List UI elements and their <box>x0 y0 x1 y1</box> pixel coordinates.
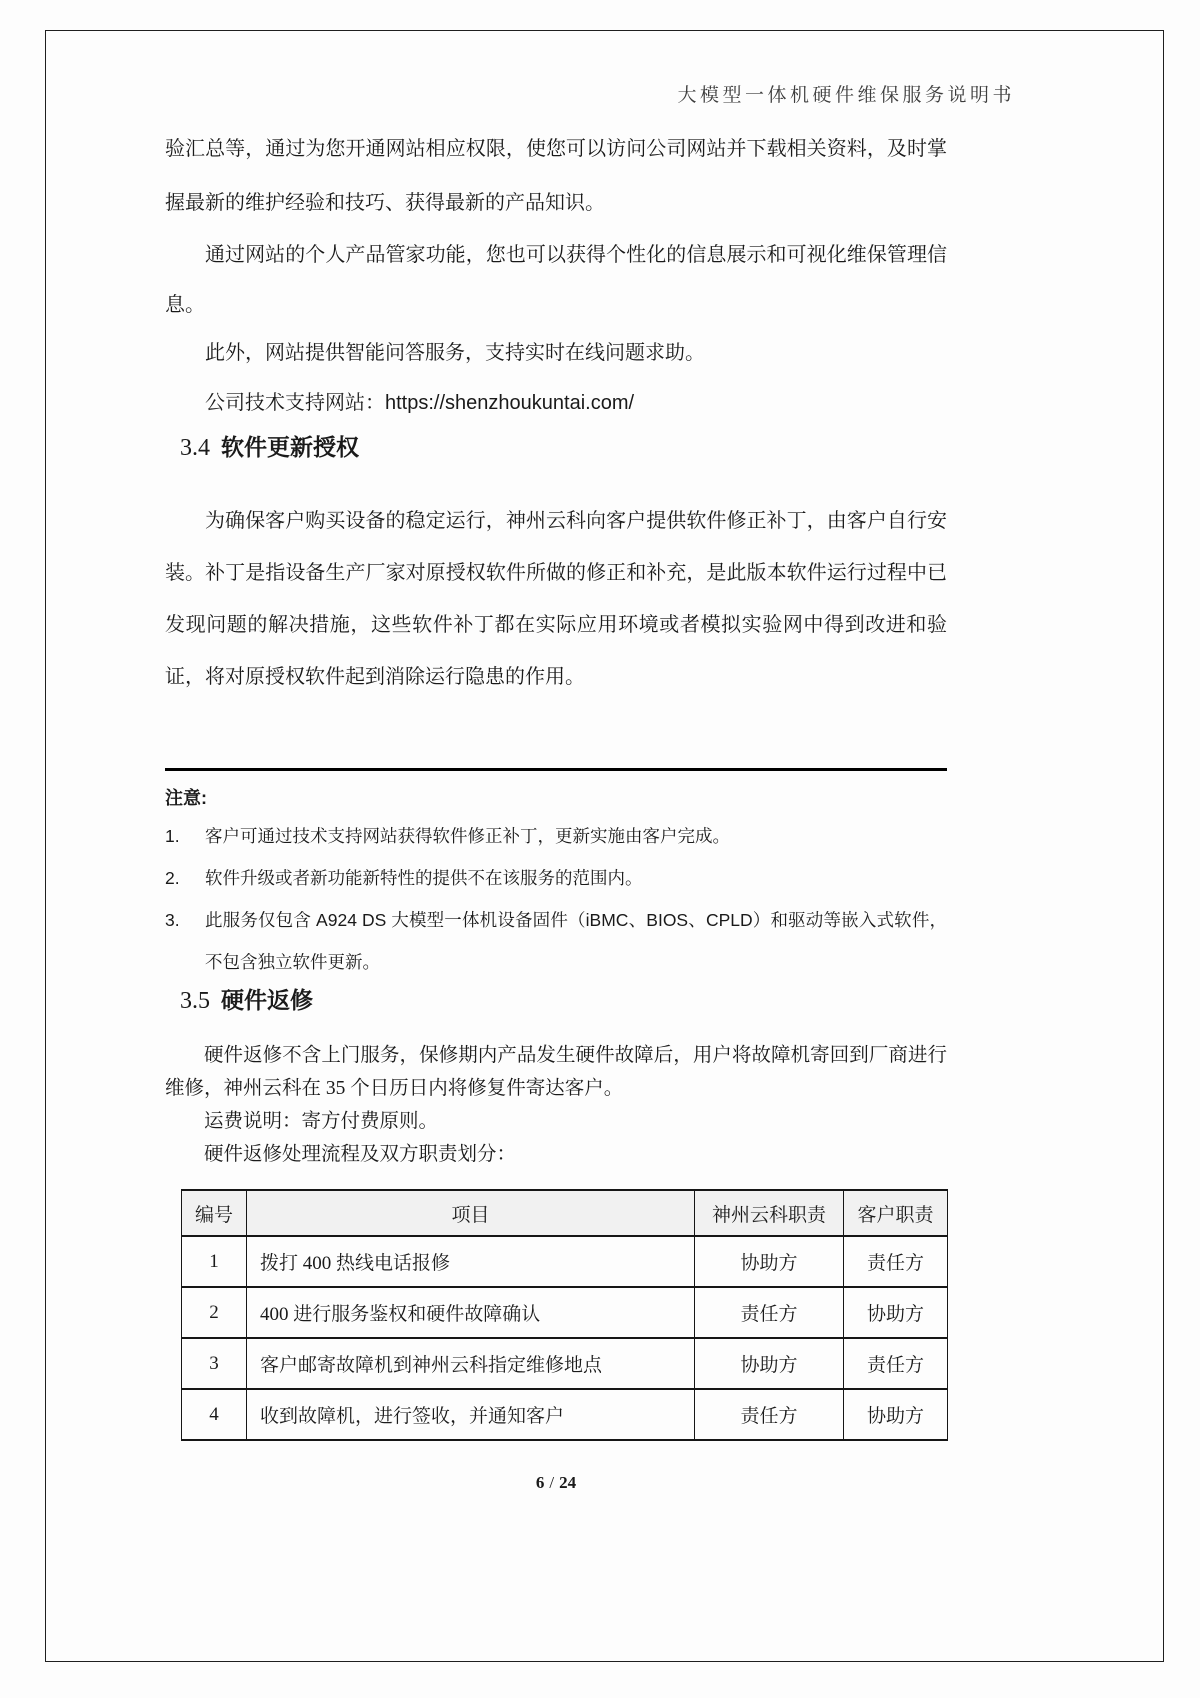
table-row <box>182 1389 948 1440</box>
note-text: 此服务仅包含 A924 DS 大模型一体机设备固件（iBMC、BIOS、CPLD）和驱动等嵌入式软件，不包含独立软件更新。 <box>205 910 947 972</box>
column-header-id: 编号 <box>182 1190 247 1236</box>
para-qa-service: 此外，网站提供智能问答服务，支持实时在线问题求助。 <box>205 342 705 364</box>
section-3-4-heading <box>165 430 947 465</box>
note-divider <box>165 768 947 771</box>
para-product-manager: 通过网站的个人产品管家功能，您也可以获得个性化的信息展示和可视化维保管理信息。 <box>165 244 947 316</box>
support-site-label: 公司技术支持网站： <box>205 392 385 414</box>
page-total: 24 <box>559 1473 577 1492</box>
table-row <box>182 1236 948 1287</box>
para-process-intro: 硬件返修处理流程及双方职责划分： <box>204 1144 517 1165</box>
column-header-vendor: 神州云科职责 <box>695 1190 844 1236</box>
cell-id: 4 <box>182 1389 247 1440</box>
support-site-url: https://shenzhoukuntai.com/ <box>385 392 635 414</box>
cell-item: 收到故障机，进行签收，并通知客户 <box>247 1389 695 1440</box>
page-number: 6 <box>535 1473 545 1492</box>
cell-vendor-role: 责任方 <box>695 1287 844 1338</box>
page-footer <box>165 1473 947 1493</box>
note-label: 注意: <box>165 788 207 808</box>
hardware-return-paragraphs <box>165 1039 947 1171</box>
note-item <box>165 857 947 899</box>
cell-customer-role: 责任方 <box>844 1236 948 1287</box>
cell-id: 2 <box>182 1287 247 1338</box>
page-header: 大模型一体机硬件维保服务说明书 <box>677 85 1015 106</box>
cell-vendor-role: 协助方 <box>695 1338 844 1389</box>
note-number: 3. <box>165 910 180 930</box>
cell-item: 拨打 400 热线电话报修 <box>247 1236 695 1287</box>
page-separator: / <box>549 1473 555 1492</box>
cell-item: 客户邮寄故障机到神州云科指定维修地点 <box>247 1338 695 1389</box>
note-item <box>165 815 947 857</box>
note-list <box>165 815 947 983</box>
note-text: 软件升级或者新功能新特性的提供不在该服务的范围内。 <box>205 868 643 888</box>
section-title: 软件更新授权 <box>221 434 359 460</box>
cell-id: 3 <box>182 1338 247 1389</box>
cell-vendor-role: 协助方 <box>695 1236 844 1287</box>
cell-customer-role: 协助方 <box>844 1287 948 1338</box>
cell-item: 400 进行服务鉴权和硬件故障确认 <box>247 1287 695 1338</box>
table-row <box>182 1338 948 1389</box>
cell-id: 1 <box>182 1236 247 1287</box>
cell-customer-role: 协助方 <box>844 1389 948 1440</box>
column-header-customer: 客户职责 <box>844 1190 948 1236</box>
para-hardware-return: 硬件返修不含上门服务，保修期内产品发生硬件故障后，用户将故障机寄回到厂商进行维修，神州云科在 35 个日历日内将修复件寄达客户。 <box>165 1045 947 1099</box>
responsibilities-table <box>181 1189 948 1441</box>
cell-vendor-role: 责任方 <box>695 1389 844 1440</box>
document-content <box>165 0 947 1493</box>
note-text: 客户可通过技术支持网站获得软件修正补丁，更新实施由客户完成。 <box>205 826 730 846</box>
table-header-row <box>182 1190 948 1236</box>
column-header-item: 项目 <box>247 1190 695 1236</box>
para-software-patch: 为确保客户购买设备的稳定运行，神州云科向客户提供软件修正补丁，由客户自行安装。补丁是指设备生产厂家对原授权软件所做的修正和补充，是此版本软件运行过程中已发现问题的解决措施，这些软件补丁都在实际应用环境或者模拟实验网中得到改进和验证，将对原授权软件起到消除运行隐患的作用。 <box>165 510 947 688</box>
table-row <box>182 1287 948 1338</box>
note-number: 1. <box>165 826 180 846</box>
cell-customer-role: 责任方 <box>844 1338 948 1389</box>
para-website-access: 验汇总等，通过为您开通网站相应权限，使您可以访问公司网站并下载相关资料，及时掌握最新的维护经验和技巧、获得最新的产品知识。 <box>165 138 947 214</box>
note-number: 2. <box>165 868 180 888</box>
section-3-5-heading <box>165 983 947 1018</box>
section-number: 3.4 <box>180 435 210 461</box>
para-support-site <box>165 376 947 430</box>
section-number: 3.5 <box>180 988 210 1014</box>
para-shipping-rule: 运费说明：寄方付费原则。 <box>204 1111 439 1132</box>
section-title: 硬件返修 <box>221 987 313 1013</box>
note-item <box>165 899 947 983</box>
